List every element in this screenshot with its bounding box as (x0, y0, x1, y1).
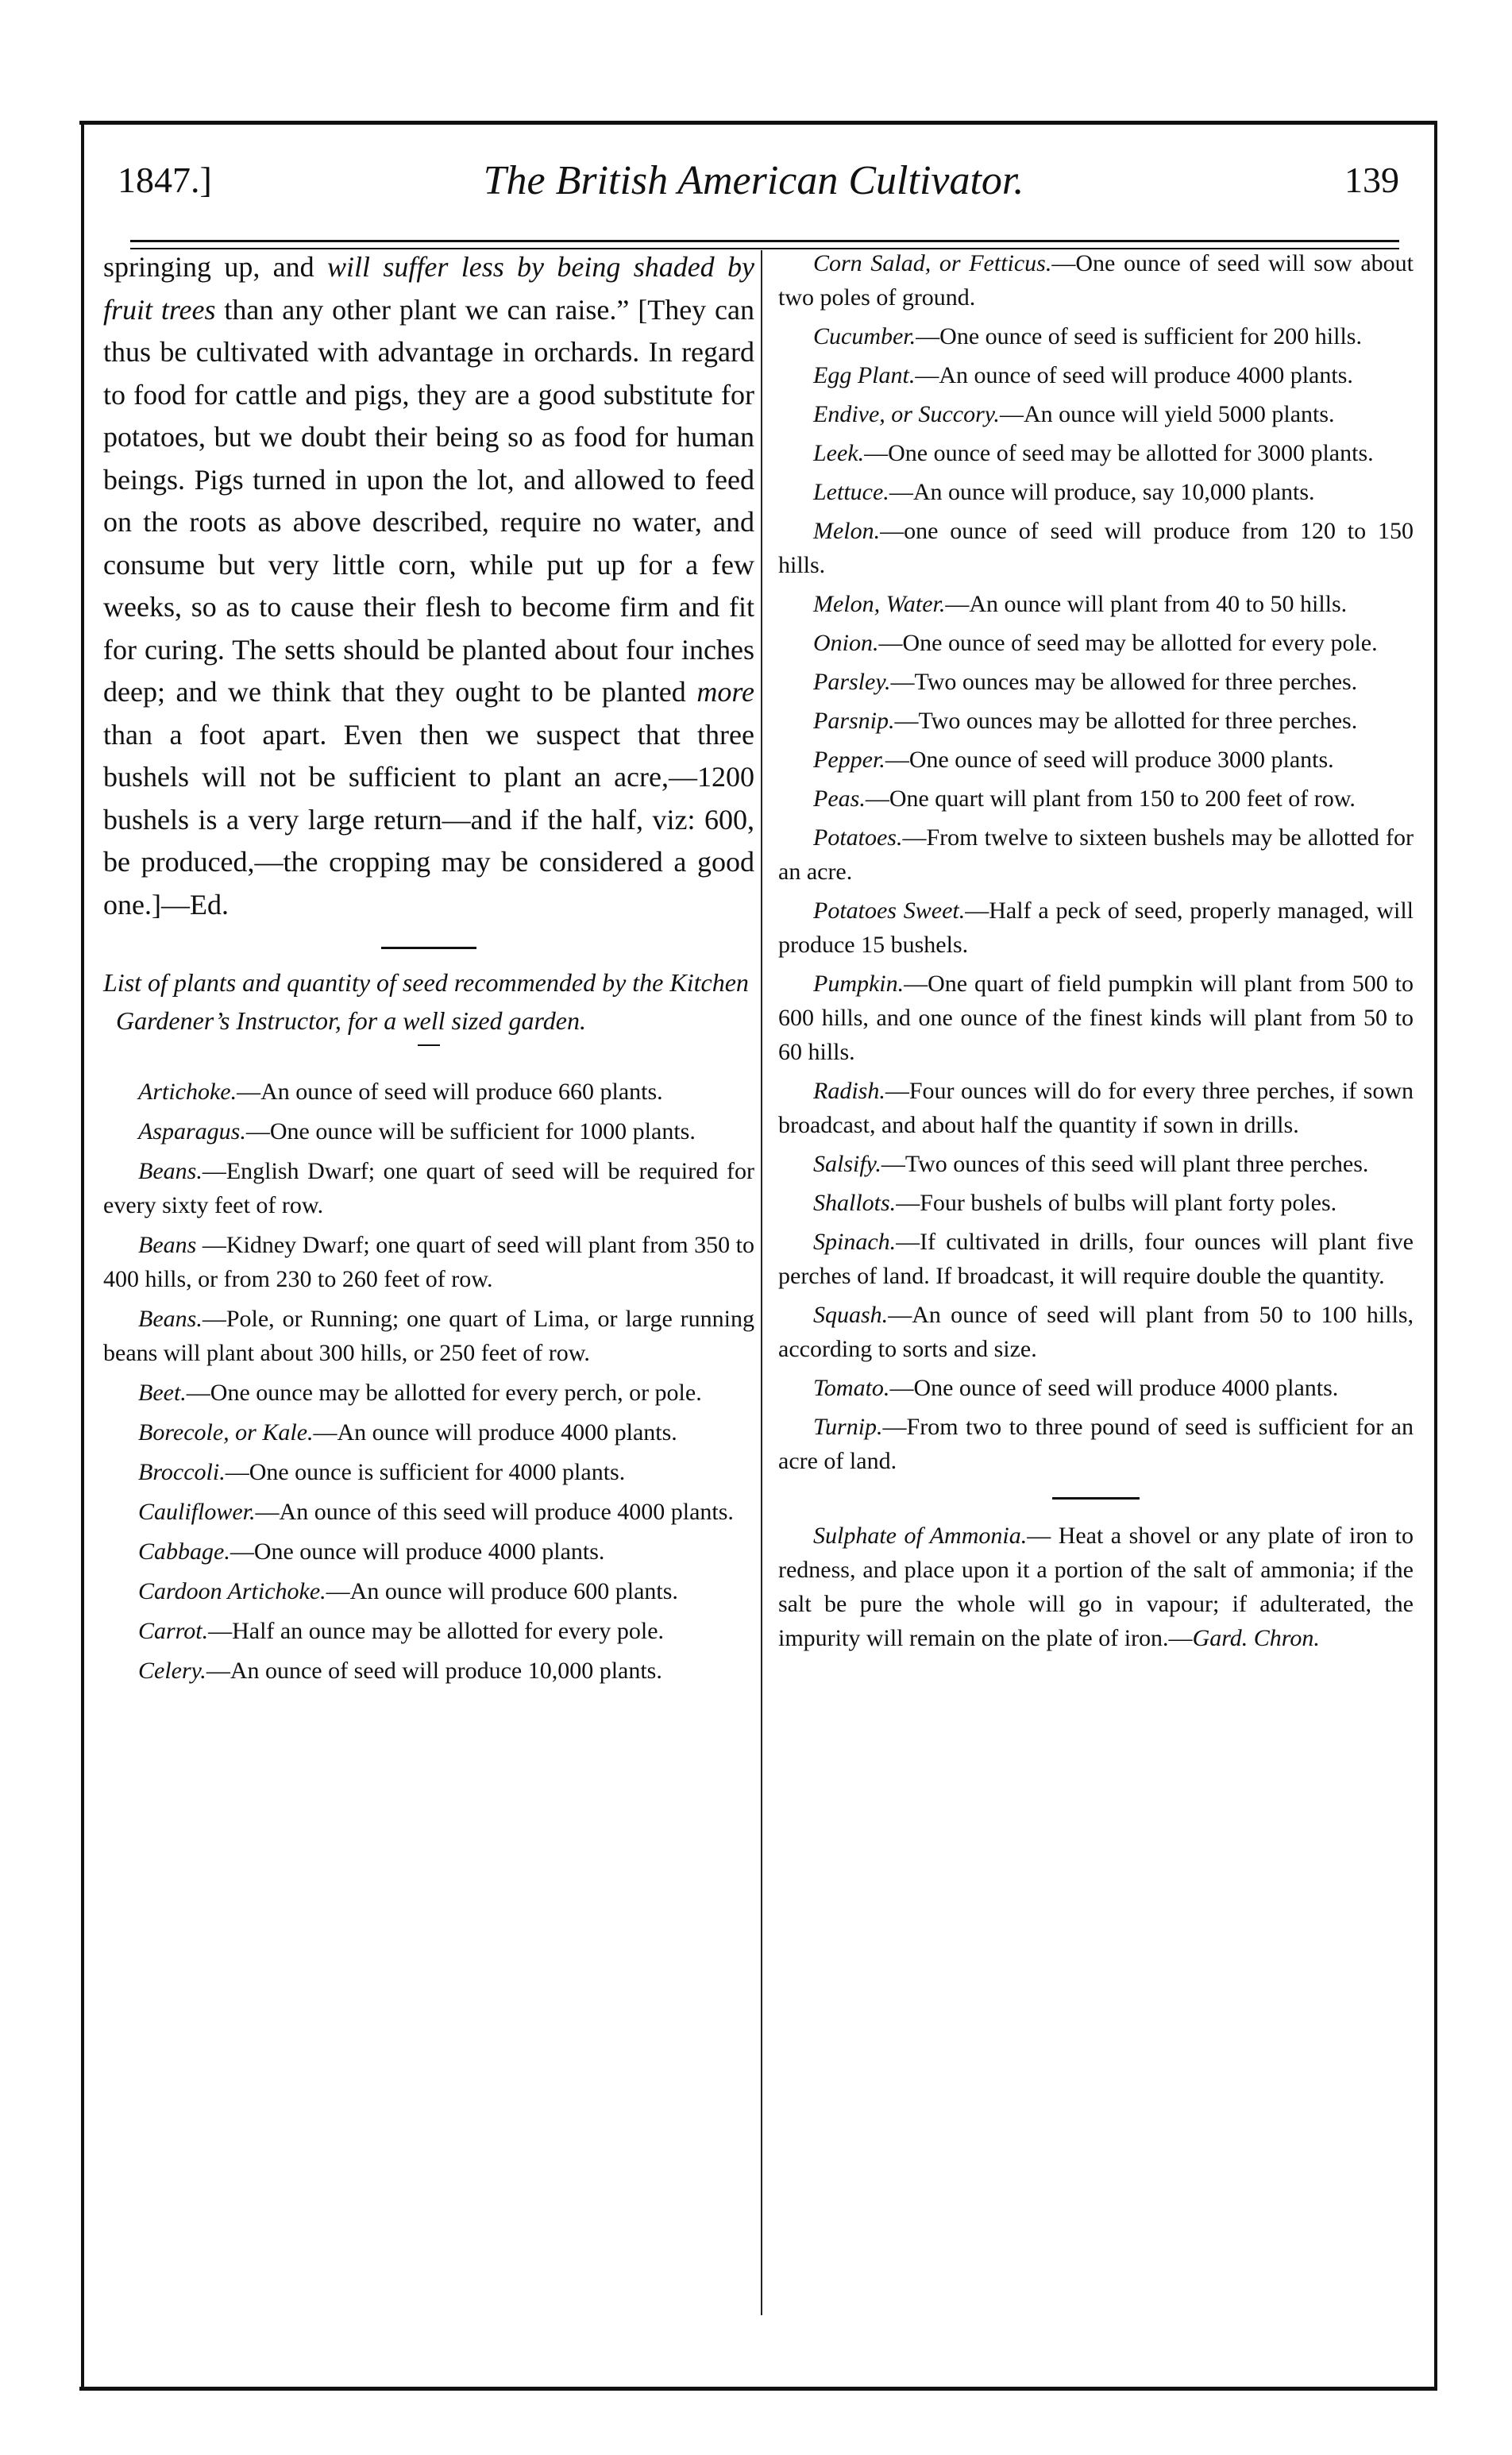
plant-seed-quantity: —An ounce will produce, say 10,000 plants. (889, 479, 1315, 505)
plant-entry (103, 1495, 754, 1529)
note-text: — Heat a shovel or any plate of iron to redness, and place upon it a portion of the salt of ammonia; if the salt be pure the whole will go in vapour; if adulterated, the impurity will remain on the plate of iron.— (778, 1523, 1414, 1651)
plant-entry (103, 1574, 754, 1608)
intro-emphasis: more (696, 676, 754, 708)
plant-name: Onion. (813, 630, 879, 656)
plant-entry (778, 820, 1414, 889)
plant-entry (103, 1228, 754, 1296)
plant-seed-quantity: —Two ounces of this seed will plant three perches. (881, 1151, 1369, 1177)
section-divider (381, 947, 476, 949)
plant-name: Lettuce. (813, 479, 889, 505)
plant-entry (103, 1654, 754, 1688)
left-entry-list (103, 1075, 754, 1688)
plant-entry (778, 1371, 1414, 1405)
plant-seed-quantity: —One ounce of seed will sow about two poles of ground. (778, 250, 1414, 311)
plant-name: Peas. (813, 786, 866, 812)
plant-entry (103, 1302, 754, 1370)
plant-seed-quantity: —One ounce may be allotted for every perch, or pole. (186, 1380, 702, 1406)
plant-seed-quantity: —An ounce of seed will plant from 50 to 100 hills, according to sorts and size. (778, 1302, 1414, 1362)
plant-name: Leek. (813, 440, 865, 466)
newspaper-page (71, 111, 1437, 2391)
column-divider (761, 250, 762, 2315)
intro-paragraph (103, 246, 754, 926)
plant-name: Cardoon Artichoke. (138, 1578, 326, 1604)
plant-entry (103, 1415, 754, 1449)
plant-seed-quantity: —English Dwarf; one quart of seed will be required for every sixty feet of row. (103, 1158, 754, 1218)
plant-entry (778, 587, 1414, 621)
plant-name: Cucumber. (813, 323, 916, 349)
plant-entry (778, 475, 1414, 509)
plant-entry (103, 1114, 754, 1148)
header-year: 1847.] (118, 160, 212, 200)
left-column (103, 246, 754, 1693)
plant-seed-quantity: —Half an ounce may be allotted for every pole. (208, 1618, 665, 1644)
plant-entry (778, 319, 1414, 353)
plant-seed-quantity: —From twelve to sixteen bushels may be allotted for an acre. (778, 824, 1414, 885)
plant-entry (103, 1614, 754, 1648)
plant-entry (778, 397, 1414, 431)
plant-seed-quantity: —Two ounces may be allowed for three perches. (890, 669, 1358, 695)
plant-seed-quantity: —If cultivated in drills, four ounces will plant five perches of land. If broadcast, it will require double the quantity. (778, 1229, 1414, 1289)
plant-seed-quantity: —One quart will plant from 150 to 200 feet of row. (865, 786, 1356, 812)
plant-name: Borecole, or Kale. (138, 1419, 314, 1446)
plant-name: Radish. (813, 1078, 885, 1104)
plant-name: Salsify. (813, 1151, 881, 1177)
plant-entry (778, 1410, 1414, 1478)
plant-name: Potatoes. (813, 824, 903, 851)
plant-name: Spinach. (813, 1229, 897, 1255)
plant-entry (103, 1455, 754, 1489)
bottom-border-rule (79, 2387, 1437, 2391)
plant-entry (103, 1075, 754, 1109)
plant-entry (103, 1154, 754, 1222)
plant-entry (778, 967, 1414, 1069)
plant-name: Egg Plant. (813, 362, 916, 388)
plant-seed-quantity: —Pole, or Running; one quart of Lima, or large running beans will plant about 300 hills, or 250 feet of row. (103, 1306, 754, 1366)
plant-entry (103, 1376, 754, 1410)
plant-seed-quantity: —An ounce of this seed will produce 4000 plants. (255, 1499, 734, 1525)
plant-entry (778, 246, 1414, 315)
plant-entry (778, 665, 1414, 699)
header-rule (130, 240, 1399, 242)
plant-seed-quantity: —Two ounces may be allotted for three perches. (894, 708, 1358, 734)
plant-entry (778, 514, 1414, 582)
note-source: Gard. Chron. (1192, 1625, 1320, 1651)
plant-name: Broccoli. (138, 1459, 226, 1485)
plant-seed-quantity: —One ounce of seed may be allotted for every pole. (878, 630, 1378, 656)
plant-seed-quantity: —Four ounces will do for every three perches, if sown broadcast, and about half the quantity if sown in drills. (778, 1078, 1414, 1138)
plant-name: Asparagus. (138, 1118, 246, 1145)
plant-seed-quantity: —One ounce is sufficient for 4000 plants. (225, 1459, 626, 1485)
plant-seed-quantity: —An ounce of seed will produce 10,000 plants. (206, 1658, 662, 1684)
plant-seed-quantity: —From two to three pound of seed is sufficient for an acre of land. (778, 1414, 1414, 1474)
plant-seed-quantity: —One ounce of seed may be allotted for 3000 plants. (864, 440, 1374, 466)
plant-name: Squash. (813, 1302, 889, 1328)
sulphate-note (778, 1519, 1414, 1655)
plant-name: Shallots. (813, 1190, 897, 1216)
plant-name: Beans (138, 1232, 197, 1258)
plant-seed-quantity: —An ounce will plant from 40 to 50 hills. (945, 591, 1348, 617)
intro-emphasis: will suffer less by being shaded by fruit trees (103, 251, 755, 326)
right-entry-list (778, 246, 1414, 1478)
publication-title: The British American Cultivator. (483, 158, 1024, 203)
right-border-rule (1434, 122, 1437, 2391)
plant-name: Endive, or Succory. (813, 401, 1000, 427)
plant-seed-quantity: —One ounce will be sufficient for 1000 plants. (245, 1118, 696, 1145)
plant-seed-quantity: —An ounce will produce 4000 plants. (313, 1419, 677, 1446)
right-column (778, 246, 1414, 1655)
plant-entry (778, 1225, 1414, 1293)
plant-seed-quantity: —one ounce of seed will produce from 120 to 150 hills. (778, 518, 1414, 578)
plant-seed-quantity: —One ounce of seed is sufficient for 200 hills. (916, 323, 1362, 349)
plant-seed-quantity: —An ounce of seed will produce 660 plants. (237, 1079, 663, 1105)
plant-entry (103, 1534, 754, 1569)
top-border-rule (79, 121, 1437, 125)
plant-seed-quantity: —An ounce will yield 5000 plants. (999, 401, 1335, 427)
plant-entry (778, 1186, 1414, 1220)
plant-name: Corn Salad, or Fetticus. (813, 250, 1052, 276)
plant-seed-quantity: —Four bushels of bulbs will plant forty poles. (896, 1190, 1337, 1216)
plant-entry (778, 626, 1414, 660)
plant-entry (778, 894, 1414, 962)
plant-name: Beans. (138, 1306, 202, 1332)
intro-text: than any other plant we can raise.” [They can thus be cultivated with advantage in orchards. In regard to food for cattle and pigs, they are a good substitute for potatoes, but we doubt their being so as food for human beings. Pigs turned in upon the lot, and allowed to feed on the roots as above described, require no water, and consume but very little corn, while put up for a few weeks, so as to cause their flesh to become firm and fit for curing. The setts should be planted about four inches deep; and we think that they ought to be planted (103, 293, 754, 708)
plant-seed-quantity: —An ounce will produce 600 plants. (326, 1578, 678, 1604)
plant-name: Carrot. (138, 1618, 209, 1644)
intro-text: than a foot apart. Even then we suspect that three bushels will not be sufficient to plant an acre,—1200 bushels is a very large return—and if the half, viz: 600, be produced,—the cropping may be considered a good one.]—Ed. (103, 718, 754, 921)
plant-name: Artichoke. (138, 1079, 237, 1105)
plant-name: Tomato. (813, 1375, 890, 1401)
page-number: 139 (1344, 160, 1399, 200)
plant-entry (778, 436, 1414, 470)
plant-seed-quantity: —An ounce of seed will produce 4000 plants. (915, 362, 1353, 388)
plant-name: Pepper. (813, 747, 885, 773)
plant-name: Potatoes Sweet. (813, 897, 966, 924)
plant-name: Cabbage. (138, 1538, 230, 1565)
plant-name: Melon. (813, 518, 881, 544)
plant-entry (778, 782, 1414, 816)
intro-text: springing up, and (103, 251, 328, 283)
plant-name: Parsley. (813, 669, 891, 695)
plant-entry (778, 358, 1414, 392)
plant-seed-quantity: —One ounce of seed will produce 3000 plants. (885, 747, 1334, 773)
note-title: Sulphate of Ammonia. (813, 1523, 1028, 1549)
plant-name: Turnip. (813, 1414, 883, 1440)
plant-name: Cauliflower. (138, 1499, 256, 1525)
plant-seed-quantity: —Half a peck of seed, properly managed, will produce 15 bushels. (778, 897, 1414, 958)
plant-entry (778, 704, 1414, 738)
plant-name: Parsnip. (813, 708, 895, 734)
plant-name: Beans. (138, 1158, 202, 1184)
section-divider (1052, 1497, 1140, 1500)
plant-entry (778, 743, 1414, 777)
heading-divider (418, 1044, 440, 1046)
plant-name: Celery. (138, 1658, 206, 1684)
plant-seed-quantity: —Kidney Dwarf; one quart of seed will plant from 350 to 400 hills, or from 230 to 260 feet of row. (103, 1232, 754, 1292)
plant-entry (778, 1298, 1414, 1366)
plant-seed-quantity: —One ounce will produce 4000 plants. (230, 1538, 605, 1565)
plant-name: Melon, Water. (813, 591, 946, 617)
plant-name: Beet. (138, 1380, 187, 1406)
plant-entry (778, 1074, 1414, 1142)
page-header (94, 143, 1414, 214)
plant-seed-quantity: —One ounce of seed will produce 4000 plants. (889, 1375, 1339, 1401)
list-heading: List of plants and quantity of seed recommended by the Kitchen Gardener’s Instructor, for a well sized garden. (103, 968, 749, 1035)
plant-entry (778, 1147, 1414, 1181)
plant-seed-quantity: —One quart of field pumpkin will plant from 500 to 600 hills, and one ounce of the finest kinds will plant from 50 to 60 hills. (778, 971, 1414, 1065)
plant-name: Pumpkin. (813, 971, 904, 997)
left-border-rule (81, 122, 84, 2391)
